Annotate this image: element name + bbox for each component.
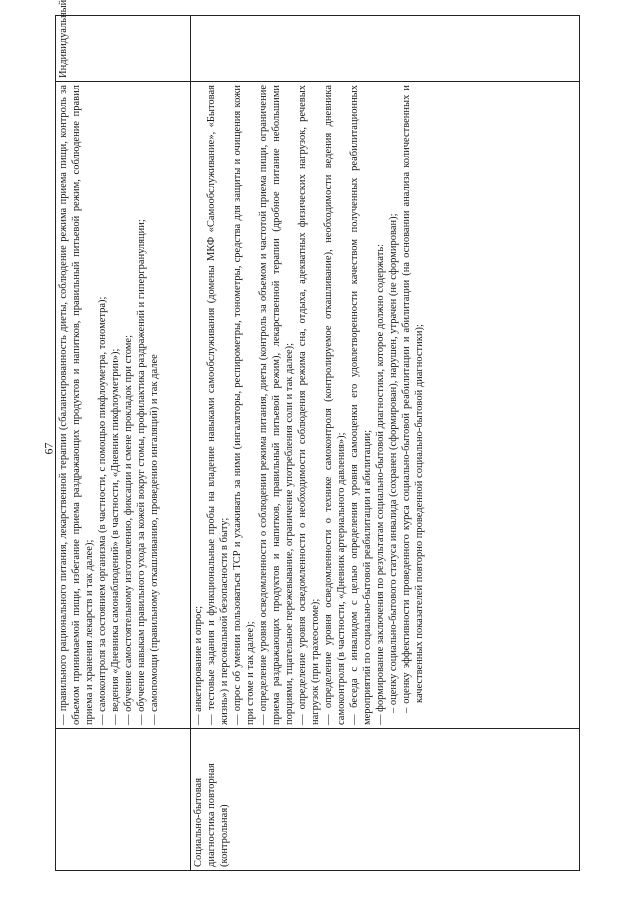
method-line: — определение уровня осведомленности о необходимости соблюдения режима сна, отдыха, адекватных физических нагрузок, речевых нагрузок (при трахеостоме); <box>297 85 322 725</box>
method-line: — опрос об умении пользоваться ТСР и ухаживать за ними (ингаляторы, респирометры, тонометры, средства для защиты и очищения кожи при стоме и так далее); <box>232 85 257 725</box>
method-line: — определение уровня осведомленности о технике самоконтроля (контролируемое откашливание), необходимости ведения дневника самоконтроля (в частности, «Дневник артериального давления»); <box>323 85 348 725</box>
method-cell <box>56 82 191 729</box>
method-line: — анкетирование и опрос; <box>193 605 204 725</box>
table-row <box>56 16 191 871</box>
method-line: — ведения «Дневника самонаблюдений» (в частности, «Дневник пикфлоуметрии»); <box>110 348 122 725</box>
service-name-cell <box>56 729 191 871</box>
service-name-cell: Социально-бытовая диагностика повторная (контрольная) <box>191 729 580 871</box>
method-line: — обучение самостоятельному изготовлению, фиксации и смене прокладок при стоме; <box>123 334 135 725</box>
method-line: — правильного рационального питания, лекарственной терапии (сбалансированность диеты, соблюдение режима приема пищи, контроль за объемом принимаемой пищи, избегание приема раздражающих продуктов и напитков, правильный питьевой режим, соблюдение правил приема и хранения лекарств и так далее); <box>58 85 96 725</box>
method-line: — беседа с инвалидом с целью определения уровня самооценки его удовлетворенности качеством полученных реабилитационных мероприятий по социально-бытовой реабилитации и абилитации; <box>349 85 374 725</box>
method-cell <box>191 82 580 729</box>
method-line: — тестовые задания и функциональные пробы на владение навыками самообслуживания (домены МКФ «Самообслуживание», «Бытовая жизнь») и персональной безопасности в быту; <box>206 85 231 725</box>
table-row <box>191 16 580 871</box>
method-line: — самопомощи (правильному откашливанию, проведению ингаляций) и так далее <box>149 354 161 725</box>
service-table <box>55 0 580 871</box>
method-sub-item: – оценку социально-бытового статуса инвалида (сохранен (сформирован), нарушен, утрачен (не сформирован); <box>388 213 400 713</box>
method-sub-item: – оценку эффективности проведенного курса социально-бытовой реабилитации и абилитации (на основании анализа количественных и качественных показателей повторно проведенной социально-бытовой диагностики); <box>401 85 426 713</box>
method-line: — обучение навыкам правильного ухода за кожей вокруг стомы, профилактика раздражений и гипергрануляции; <box>136 219 148 725</box>
rotated-table-container <box>55 0 580 871</box>
page-number: 67 <box>41 442 56 455</box>
method-line: — формирование заключения по результатам социально-бытовой диагностики, которое должно содержать: <box>375 243 387 725</box>
form-cell: Индивидуальный <box>56 16 191 82</box>
method-line: — определение уровня осведомленности о соблюдении режима питания, диеты (контроль за объемом и частотой приема пищи, ограничение приема раздражающих продуктов и напитков, правильный питьевой режим), лекарственной терапии (дробное питание небольшими порциями, тщательное пережевывание, ограничение употребления соли и так далее); <box>258 85 296 725</box>
form-cell <box>191 16 580 82</box>
method-line: — самоконтроля за состоянием организма (в частности, с помощью пикфлоуметра, тонометра); <box>97 296 109 725</box>
